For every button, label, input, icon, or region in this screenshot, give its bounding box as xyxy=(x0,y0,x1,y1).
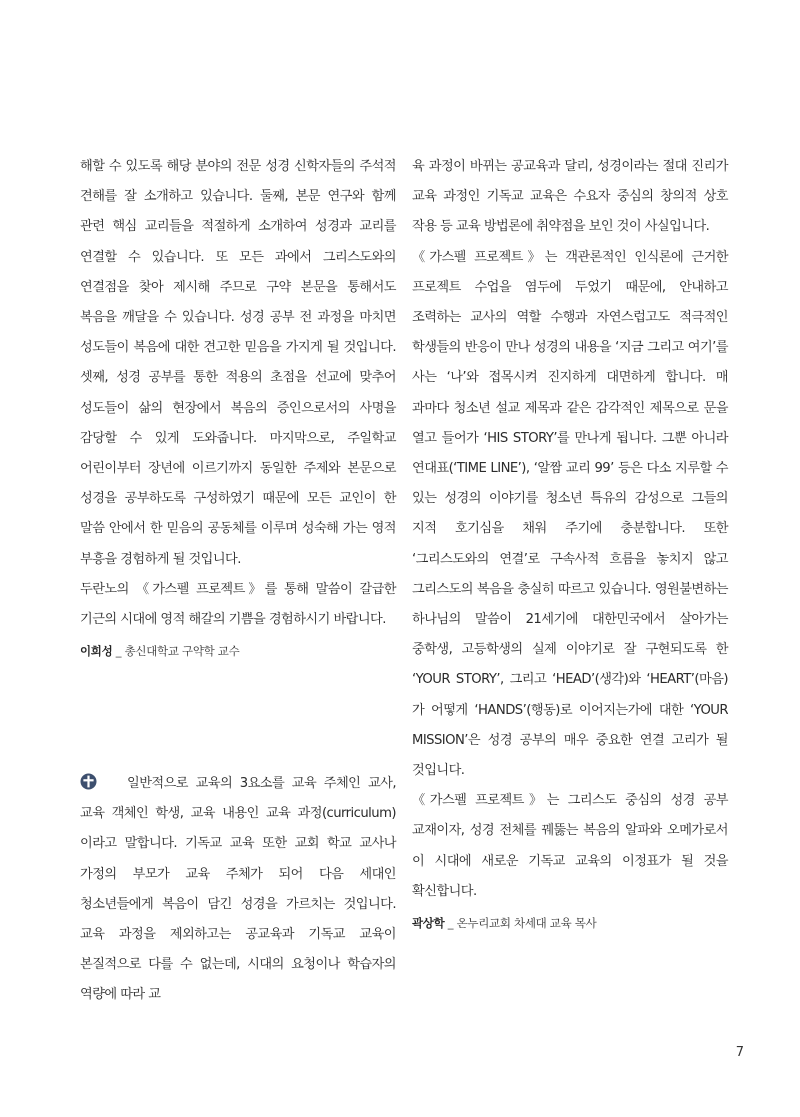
author-signature-2 xyxy=(412,913,728,933)
right-column xyxy=(412,152,728,933)
author-name: 곽상학 xyxy=(412,916,445,931)
right-paragraph-2: 《가스펠 프로젝트》는 객관론적인 인식론에 근거한 프로젝트 수업을 염두에 두었기 때문에, 안내하고 조력하는 교사의 역할 수행과 자연스럽고도 적극적인 학생들의 반응이 만나 성경의 내용을 ‘지금 그리고 여기’를 사는 ‘나’와 접목시켜 진지하게 대면하게 합니다. 매 과마다 청소년 설교 제목과 같은 감각적인 제목으로 문을 열고 들어가 ‘HIS STORY’를 만나게 됩니다. 그뿐 아니라 연대표(‘TIME LINE’), ‘알짬 교리 99’ 등은 다소 지루할 수 있는 성경의 이야기를 청소년 특유의 감성으로 그들의 지적 호기심을 채워 주기에 충분합니다. 또한 ‘그리스도와의 연결’로 구속사적 흐름을 놓치지 않고 그리스도의 복음을 충실히 따르고 있습니다. 영원불변하는 하나님의 말씀이 21세기에 대한민국에서 살아가는 중학생, 고등학생의 실제 이야기로 잘 구현되도록 한 ‘YOUR STORY’, 그리고 ‘HEAD’(생각)와 ‘HEART’(마음)가 어떻게 ‘HANDS’(행동)로 이어지는가에 대한 ‘YOUR MISSION’은 성경 공부의 매우 중요한 연결 고리가 될 것입니다. xyxy=(412,249,728,779)
author-title: 온누리교회 차세대 교육 목사 xyxy=(456,916,597,931)
signature-separator: _ xyxy=(115,644,122,659)
second-essay xyxy=(80,769,396,1011)
second-essay-intro xyxy=(80,769,396,1011)
author-name: 이희성 xyxy=(80,644,113,659)
right-paragraph-1: 육 과정이 바뀌는 공교육과 달리, 성경이라는 절대 진리가 교육 과정인 기독교 교육은 수요자 중심의 창의적 상호 작용 등 교육 방법론에 취약점을 보인 것이 사실입니다. xyxy=(412,159,728,235)
signature-separator: _ xyxy=(447,916,454,931)
author-signature-1 xyxy=(80,641,396,661)
left-paragraph-2: 두란노의 《가스펠 프로젝트》를 통해 말씀이 갈급한 기근의 시대에 영적 해갈의 기쁨을 경험하시기 바랍니다. xyxy=(80,581,396,628)
cross-circle-icon xyxy=(80,772,97,789)
left-column xyxy=(80,152,396,661)
second-essay-intro-text: 일반적으로 교육의 3요소를 교육 주체인 교사, 교육 객체인 학생, 교육 내용인 교육 과정(curriculum)이라고 말합니다. 기독교 교육 또한 교회 학교 교사나 가정의 부모가 교육 주체가 되어 다음 세대인 청소년들에게 복음이 담긴 성경을 가르치는 것입니다. 교육 과정을 제외하고는 공교육과 기독교 교육이 본질적으로 다를 수 없는데, 시대의 요청이나 학습자의 역량에 따라 교 xyxy=(80,776,396,1003)
left-paragraph-1: 해할 수 있도록 해당 분야의 전문 성경 신학자들의 주석적 견해를 잘 소개하고 있습니다. 둘째, 본문 연구와 함께 관련 핵심 교리들을 적절하게 소개하여 성경과 교리를 연결할 수 있습니다. 또 모든 과에서 그리스도와의 연결점을 찾아 제시해 주므로 구약 본문을 통해서도 복음을 깨달을 수 있습니다. 성경 공부 전 과정을 마치면 성도들이 복음에 대한 견고한 믿음을 가지게 될 것입니다. 셋째, 성경 공부를 통한 적용의 초점을 선교에 맞추어 성도들이 삶의 현장에서 복음의 증인으로서의 사명을 감당할 수 있게 도와줍니다. 마지막으로, 주일학교 어린이부터 장년에 이르기까지 동일한 주제와 본문으로 성경을 공부하도록 구성하였기 때문에 모든 교인이 한 말씀 안에서 한 믿음의 공동체를 이루며 성숙해 가는 영적 부흥을 경험하게 될 것입니다. xyxy=(80,159,396,567)
page-number: 7 xyxy=(735,1045,744,1060)
right-paragraph-3: 《가스펠 프로젝트》는 그리스도 중심의 성경 공부 교재이자, 성경 전체를 꿰뚫는 복음의 알파와 오메가로서 이 시대에 새로운 기독교 교육의 이정표가 될 것을 확신합니다. xyxy=(412,793,728,899)
author-title: 총신대학교 구약학 교수 xyxy=(124,644,240,659)
